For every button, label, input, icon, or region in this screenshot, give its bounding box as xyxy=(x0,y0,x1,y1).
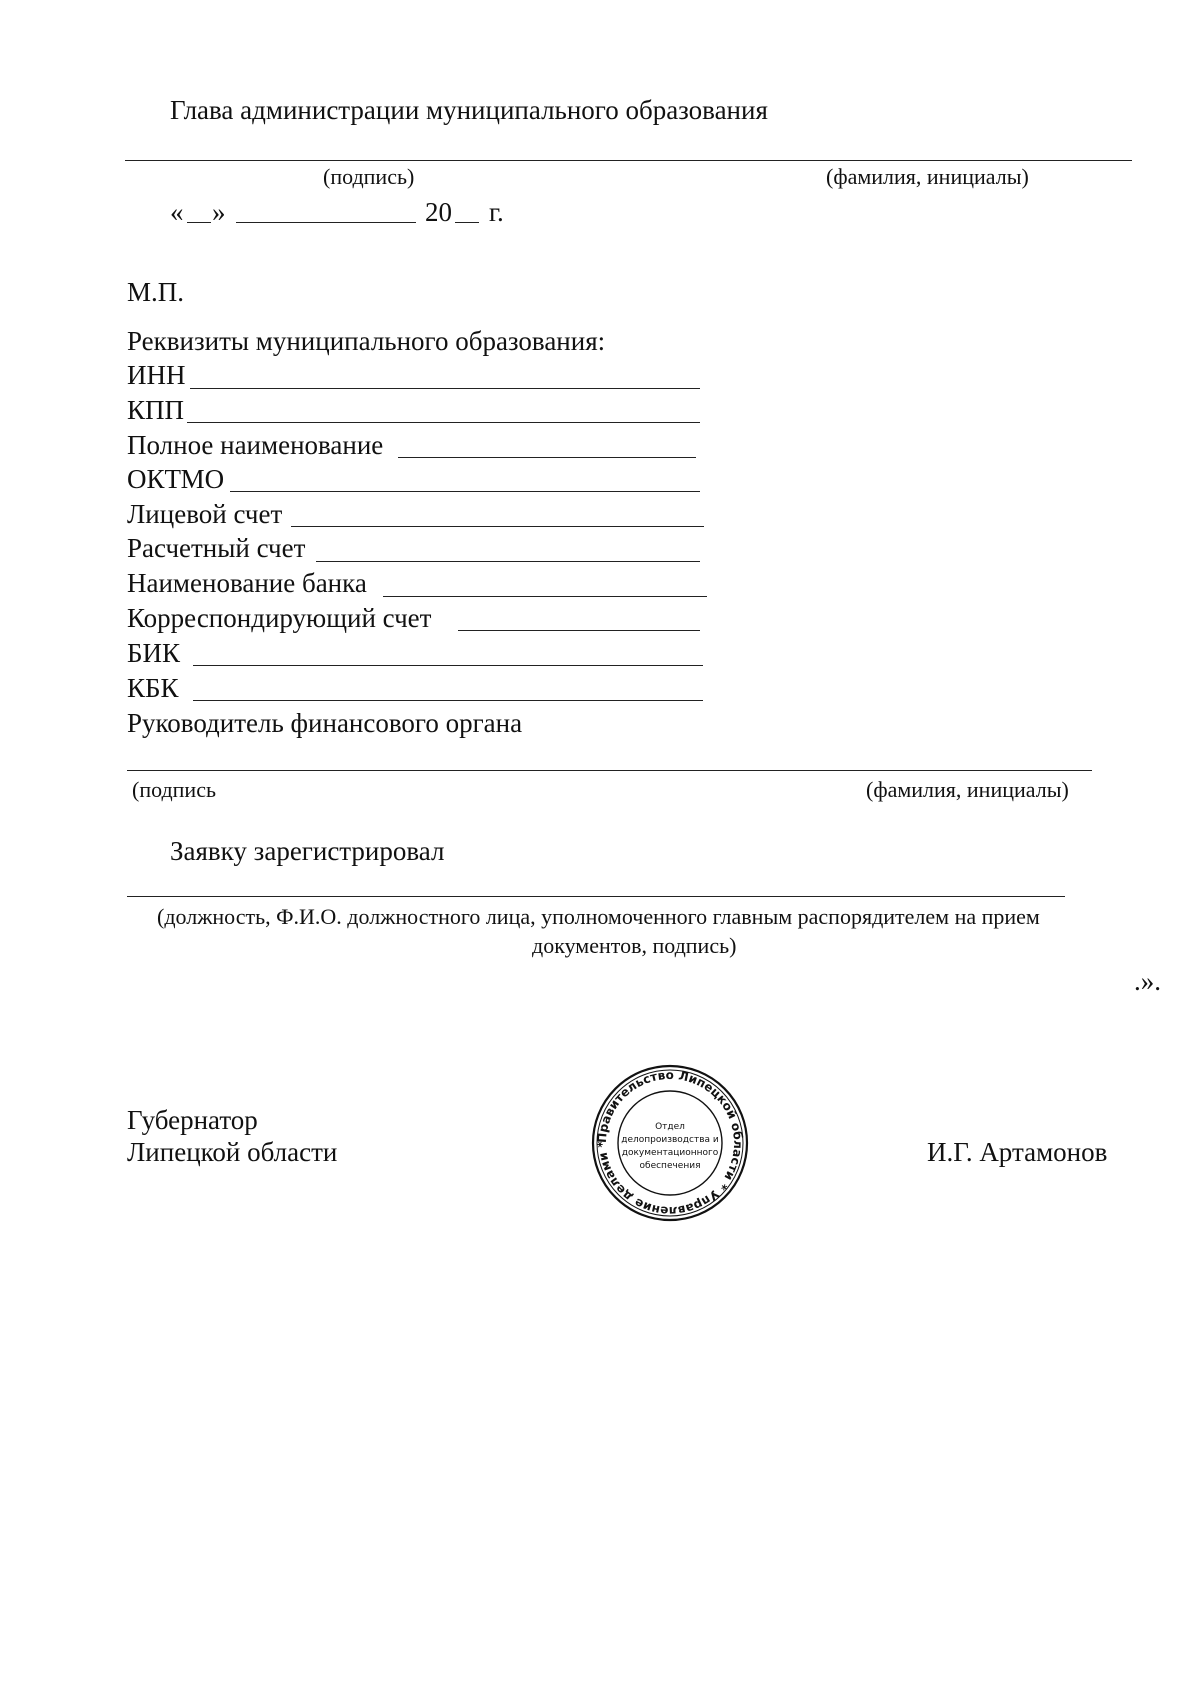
requisites-title: Реквизиты муниципального образования: xyxy=(127,326,606,356)
requisite-kbk-label: КБК xyxy=(127,673,179,703)
requisite-full-name-label: Полное наименование xyxy=(127,430,384,460)
requisite-oktmo-line xyxy=(230,491,700,492)
head-title: Глава администрации муниципального образования xyxy=(170,95,768,125)
closing-mark: .». xyxy=(1134,966,1161,996)
seal-ring-text: Правительство Липецкой области * Управление делами * xyxy=(594,1067,746,1219)
requisite-corr-account-line xyxy=(458,630,700,631)
seal-center-line4: обеспечения xyxy=(639,1161,701,1171)
date-close-quote: » xyxy=(212,197,226,227)
seal-center-line2: делопроизводства и xyxy=(621,1135,719,1145)
registered-label: Заявку зарегистрировал xyxy=(170,836,445,866)
requisite-bik-label: БИК xyxy=(127,638,181,668)
requisite-personal-account-label: Лицевой счет xyxy=(127,499,283,529)
requisite-settlement-account-label: Расчетный счет xyxy=(127,533,306,563)
requisite-bik-line xyxy=(193,665,703,666)
seal-center-line1: Отдел xyxy=(655,1122,685,1132)
finance-name-caption: (фамилия, инициалы) xyxy=(866,777,1069,802)
requisite-kbk-line xyxy=(193,700,703,701)
signature-caption: (подпись) xyxy=(323,164,415,189)
requisite-oktmo-label: ОКТМО xyxy=(127,464,225,494)
governor-title-line1: Губернатор xyxy=(127,1105,258,1135)
requisite-kpp-line xyxy=(187,422,700,423)
finance-signature-line xyxy=(127,770,1092,771)
date-open-quote: « xyxy=(170,197,184,227)
date-month-blank xyxy=(236,222,416,223)
registered-line xyxy=(127,896,1065,897)
mp-label: М.П. xyxy=(127,277,185,307)
seal-center-line3: документационного xyxy=(621,1148,719,1158)
name-caption: (фамилия, инициалы) xyxy=(826,164,1029,189)
seal-stamp-icon xyxy=(590,1063,750,1223)
date-year-suffix: г. xyxy=(489,197,504,227)
requisite-bank-name-label: Наименование банка xyxy=(127,568,367,598)
head-signature-line xyxy=(125,160,1132,161)
finance-head-title: Руководитель финансового органа xyxy=(127,708,523,738)
date-day-blank xyxy=(187,222,211,223)
requisite-inn-line xyxy=(190,388,700,389)
registered-caption-line2: документов, подпись) xyxy=(532,933,737,958)
requisite-full-name-line xyxy=(398,457,696,458)
governor-title-line2: Липецкой области xyxy=(127,1137,338,1167)
date-year-blank xyxy=(455,222,479,223)
requisite-kpp-label: КПП xyxy=(127,395,185,425)
requisite-settlement-account-line xyxy=(316,561,700,562)
date-year-prefix: 20 xyxy=(425,197,452,227)
requisite-bank-name-line xyxy=(383,596,707,597)
governor-name: И.Г. Артамонов xyxy=(927,1137,1108,1167)
requisite-corr-account-label: Корреспондирующий счет xyxy=(127,603,432,633)
requisite-inn-label: ИНН xyxy=(127,360,186,390)
requisite-personal-account-line xyxy=(291,526,704,527)
finance-signature-caption: (подпись xyxy=(132,777,217,802)
registered-caption-line1: (должность, Ф.И.О. должностного лица, уполномоченного главным распорядителем на прием xyxy=(157,904,1040,929)
